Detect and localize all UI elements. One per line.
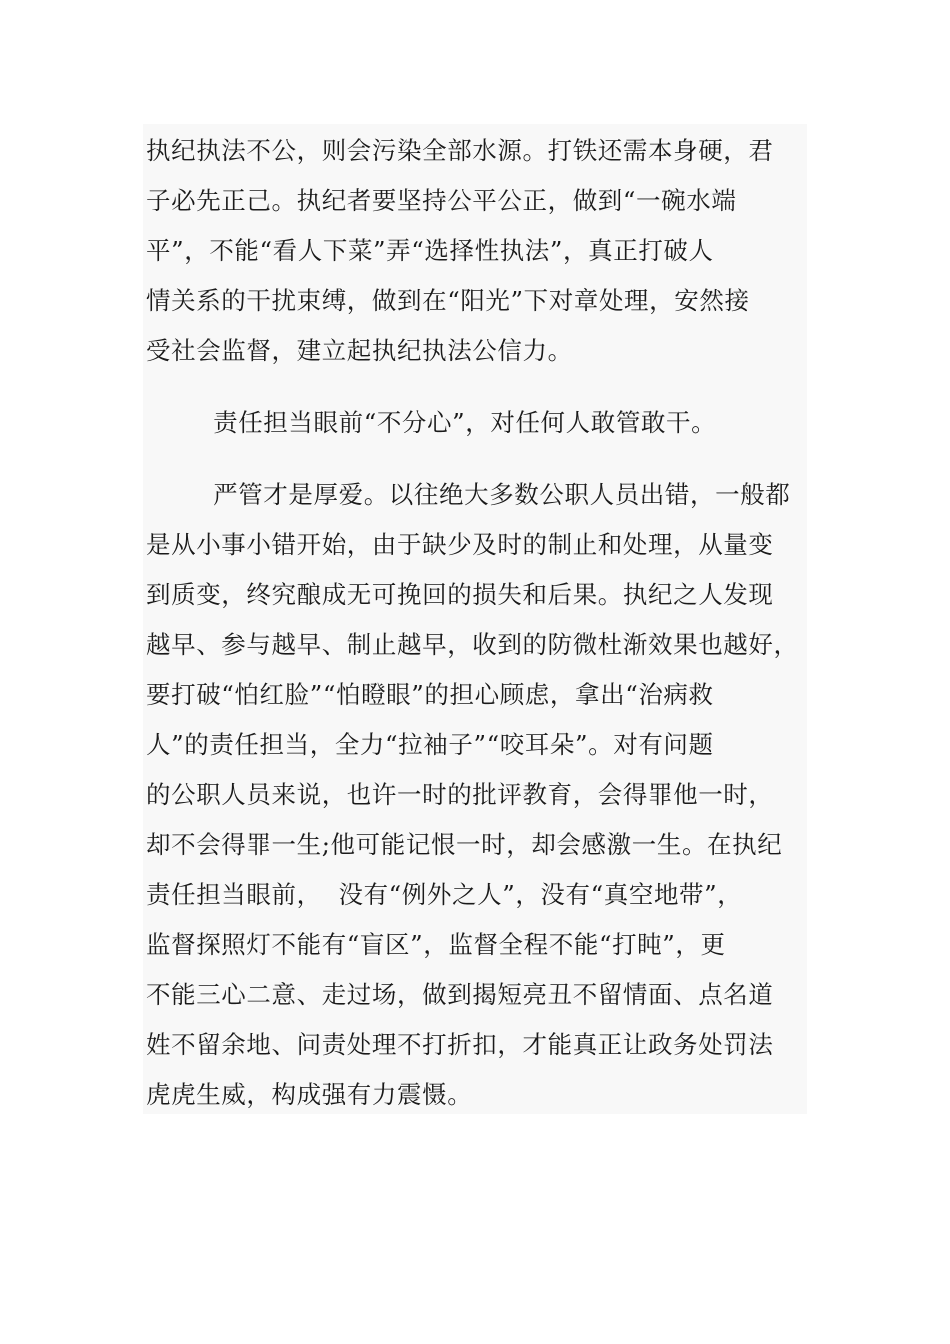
- paragraph-line: 虎虎生威，构成强有力震慑。: [146, 1080, 473, 1109]
- paragraph-line: 不能三心二意、走过场，做到揭短亮丑不留情面、点名道: [146, 980, 774, 1009]
- paragraph-line: 人”的责任担当，全力“拉袖子”“咬耳朵”。对有问题: [146, 730, 714, 759]
- paragraph-line: 责任担当眼前， 没有“例外之人”，没有“真空地带”，: [146, 880, 743, 909]
- paragraph-line: 姓不留余地、问责处理不打折扣，才能真正让政务处罚法: [146, 1030, 774, 1059]
- paragraph-line: 执纪执法不公，则会污染全部水源。打铁还需本身硬，君: [146, 136, 774, 165]
- paragraph-line: 到质变，终究酿成无可挽回的损失和后果。执纪之人发现: [146, 580, 774, 609]
- paragraph-line: 要打破“怕红脸”“怕瞪眼”的担心顾虑，拿出“治病救: [146, 680, 714, 709]
- paragraph-line: 是从小事小错开始，由于缺少及时的制止和处理，从量变: [146, 530, 774, 559]
- paragraph-line: 的公职人员来说，也许一时的批评教育，会得罪他一时，: [146, 780, 774, 809]
- paragraph-line: 越早、参与越早、制止越早，收到的防微杜渐效果也越好，: [146, 630, 799, 659]
- paragraph-line: 平”，不能“看人下菜”弄“选择性执法”，真正打破人: [146, 236, 714, 265]
- paragraph-line: 子必先正己。执纪者要坚持公平公正，做到“一碗水端: [146, 186, 737, 215]
- paragraph-line: 却不会得罪一生;他可能记恨一时，却会感激一生。在执纪: [146, 830, 783, 859]
- section-heading: 责任担当眼前“不分心”，对任何人敢管敢干。: [146, 408, 717, 437]
- paragraph-line: 受社会监督，建立起执纪执法公信力。: [146, 336, 573, 365]
- paragraph-line: 监督探照灯不能有“盲区”，监督全程不能“打盹”，更: [146, 930, 726, 959]
- document-text-block: [143, 124, 807, 1114]
- paragraph-line: 严管才是厚爱。以往绝大多数公职人员出错，一般都: [146, 480, 791, 509]
- paragraph-line: 情关系的干扰束缚，做到在“阳光”下对章处理，安然接: [146, 286, 750, 315]
